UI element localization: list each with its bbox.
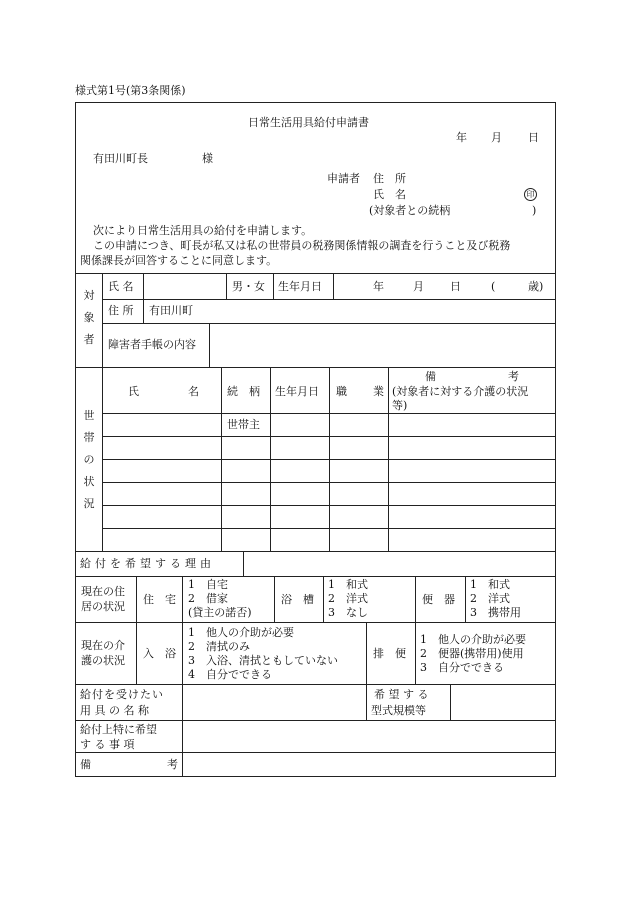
housing-option: 1 自宅 bbox=[188, 578, 228, 591]
rule bbox=[102, 273, 103, 551]
excretion-option: 2 便器(携帯用)使用 bbox=[420, 647, 524, 660]
rule bbox=[226, 273, 227, 299]
rule bbox=[243, 551, 244, 576]
rule bbox=[75, 720, 556, 721]
rule bbox=[75, 551, 556, 552]
applicant-label: 申請者 bbox=[327, 172, 360, 185]
subject-name-label: 氏 名 bbox=[108, 280, 134, 293]
household-header-relation: 続 柄 bbox=[227, 385, 260, 398]
reason-label: 給付を希望する理由 bbox=[80, 557, 215, 570]
equipment-name-label-line2: 用 具 の 名 称 bbox=[80, 704, 149, 717]
household-header-occupation-left: 職 bbox=[336, 385, 347, 398]
rule bbox=[75, 752, 556, 753]
remarks-label-left: 備 bbox=[80, 758, 91, 771]
household-header-remarks-line3: 等) bbox=[392, 399, 408, 412]
special-request-line1: 給付上特に希望 bbox=[80, 723, 157, 736]
subject-age-open: ( bbox=[491, 280, 496, 293]
bathtub-option: 1 和式 bbox=[328, 578, 368, 591]
rule bbox=[329, 367, 330, 551]
toilet-option: 3 携帯用 bbox=[470, 606, 521, 619]
bathing-option: 3 入浴、清拭ともしていない bbox=[188, 654, 338, 667]
rule bbox=[143, 273, 144, 323]
toilet-option: 2 洋式 bbox=[470, 592, 510, 605]
date-year: 年 bbox=[456, 131, 467, 144]
excretion-option: 1 他人の介助が必要 bbox=[420, 633, 526, 646]
bathtub-option: 3 なし bbox=[328, 606, 368, 619]
rule bbox=[450, 684, 451, 720]
subject-gender: 男・女 bbox=[232, 280, 265, 293]
rule bbox=[333, 273, 334, 299]
bathing-option: 4 自分でできる bbox=[188, 668, 272, 681]
rule bbox=[102, 323, 556, 324]
rule bbox=[209, 323, 210, 367]
application-form bbox=[75, 102, 556, 777]
remarks-label-right: 考 bbox=[167, 758, 178, 771]
subject-section-label: 対象者 bbox=[83, 289, 95, 346]
seal-mark bbox=[524, 187, 537, 201]
applicant-address-label: 住 所 bbox=[373, 172, 406, 185]
household-header-name-left: 氏 bbox=[128, 385, 139, 398]
bathing-option: 1 他人の介助が必要 bbox=[188, 626, 294, 639]
care-label-line1: 現在の介 bbox=[81, 639, 125, 652]
toilet-label: 便 器 bbox=[422, 593, 455, 606]
rule bbox=[75, 684, 556, 685]
household-header-birth: 生年月日 bbox=[275, 385, 319, 398]
housing-option: (貸主の諾否) bbox=[188, 606, 252, 619]
subject-birth-month: 月 bbox=[413, 280, 424, 293]
date-month: 月 bbox=[491, 131, 502, 144]
subject-address-label: 住 所 bbox=[108, 304, 134, 317]
residence-label-line2: 居の状況 bbox=[81, 600, 125, 613]
subject-birth-label: 生年月日 bbox=[278, 280, 322, 293]
bathtub-label: 浴 槽 bbox=[281, 593, 314, 606]
body-line-3: 関係課長が回答することに同意します。 bbox=[80, 254, 278, 267]
toilet-option: 1 和式 bbox=[470, 578, 510, 591]
rule bbox=[388, 367, 389, 551]
household-header-occupation-right: 業 bbox=[373, 385, 384, 398]
rule bbox=[182, 576, 183, 684]
date-day: 日 bbox=[528, 131, 539, 144]
household-row-relation: 世帯主 bbox=[227, 418, 260, 431]
subject-birth-day: 日 bbox=[450, 280, 461, 293]
equipment-name-label-line1: 給付を受けたい bbox=[80, 688, 164, 701]
housing-option: 2 借家 bbox=[188, 592, 228, 605]
household-header-remarks-right: 考 bbox=[508, 370, 519, 383]
residence-label-line1: 現在の住 bbox=[81, 585, 125, 598]
rule bbox=[75, 576, 556, 577]
subject-age-close: 歳) bbox=[528, 280, 544, 293]
rule bbox=[274, 576, 275, 622]
rule bbox=[415, 622, 416, 684]
rule bbox=[415, 576, 416, 622]
bathtub-option: 2 洋式 bbox=[328, 592, 368, 605]
rule bbox=[75, 273, 556, 274]
addressee-sama: 様 bbox=[202, 152, 213, 165]
rule bbox=[366, 684, 367, 720]
form-title: 日常生活用具給付申請書 bbox=[248, 116, 369, 129]
rule bbox=[465, 576, 466, 622]
applicant-name-label: 氏 名 bbox=[373, 188, 406, 201]
bathing-option: 2 清拭のみ bbox=[188, 640, 250, 653]
special-request-line2: す る 事 項 bbox=[80, 738, 135, 751]
rule bbox=[323, 576, 324, 622]
rule bbox=[136, 576, 137, 684]
subject-address-value: 有田川町 bbox=[149, 304, 193, 317]
excretion-label: 排 便 bbox=[373, 647, 406, 660]
bathing-label: 入 浴 bbox=[143, 647, 176, 660]
subject-handbook-label: 障害者手帳の内容 bbox=[108, 338, 196, 351]
rule bbox=[102, 299, 556, 300]
housing-label: 住 宅 bbox=[143, 593, 176, 606]
rule bbox=[273, 273, 274, 299]
body-line-2: この申請につき、町長が私又は私の世帯員の税務関係情報の調査を行うこと及び税務 bbox=[93, 239, 511, 252]
care-label-line2: 護の状況 bbox=[81, 654, 125, 667]
rule bbox=[75, 367, 556, 368]
household-header-remarks-left: 備 bbox=[425, 370, 436, 383]
applicant-relation-close: ) bbox=[532, 204, 537, 217]
body-line-1: 次により日常生活用具の給付を申請します。 bbox=[93, 224, 313, 237]
rule bbox=[182, 684, 183, 776]
rule bbox=[270, 367, 271, 551]
desired-model-line2: 型式規模等 bbox=[371, 704, 426, 717]
household-header-name-right: 名 bbox=[188, 385, 199, 398]
household-header-remarks-line2: (対象者に対する介護の状況 bbox=[392, 385, 529, 398]
seal-icon: 印 bbox=[524, 188, 537, 201]
household-section-label: 世帯の状況 bbox=[83, 409, 95, 510]
rule bbox=[75, 622, 556, 623]
addressee-mayor: 有田川町長 bbox=[93, 152, 148, 165]
rule bbox=[366, 622, 367, 684]
rule bbox=[221, 367, 222, 551]
form-number: 様式第1号(第3条関係) bbox=[75, 84, 186, 97]
applicant-relation-open: (対象者との続柄 bbox=[369, 204, 451, 217]
desired-model-line1: 希 望 す る bbox=[374, 688, 429, 701]
excretion-option: 3 自分でできる bbox=[420, 661, 504, 674]
subject-birth-year: 年 bbox=[373, 280, 384, 293]
